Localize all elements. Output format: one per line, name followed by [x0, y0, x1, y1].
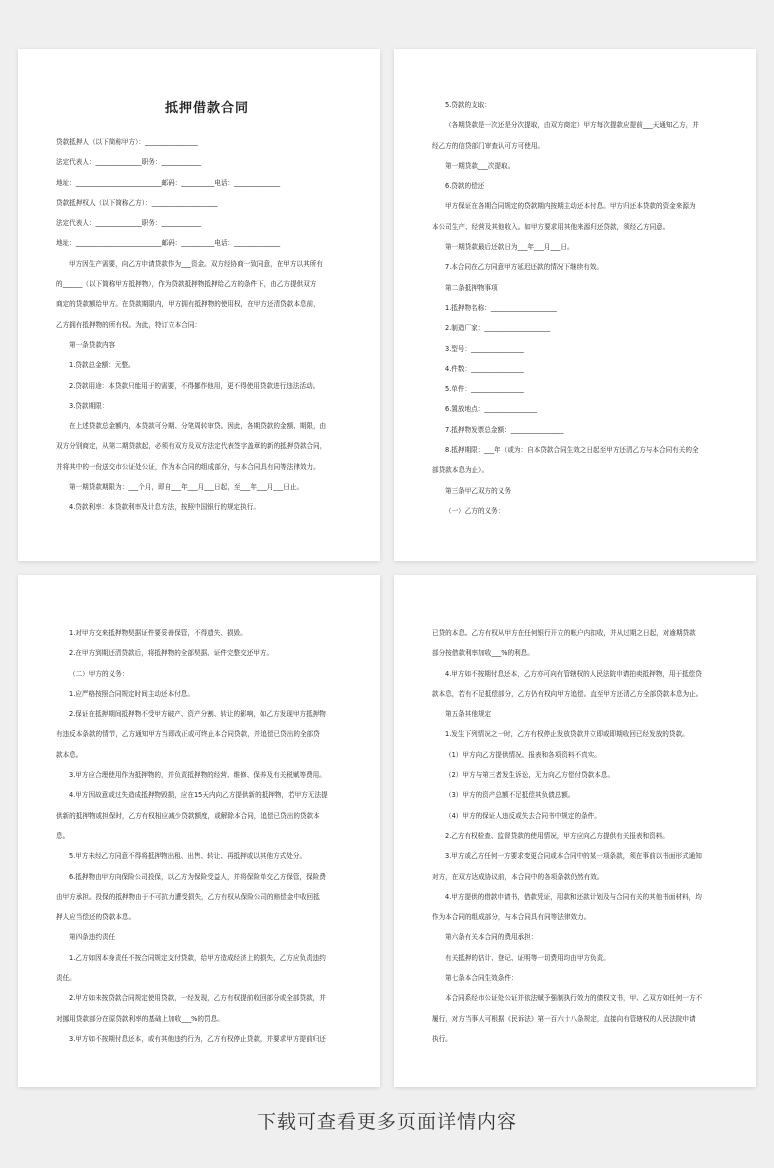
paragraph-line: 部贷款本息为止）。 [432, 466, 489, 475]
paragraph-line: （3）甲方的资产总额不足抵偿其负债总额。 [445, 791, 575, 800]
paragraph-line: 责任。 [56, 974, 76, 983]
paragraph-line: 4.甲方如不按期付息还本，乙方亦可向有管辖权的人民法院申请拍卖抵押物，用于抵偿贷 [445, 669, 702, 678]
paragraph-line: 款本息，若有不足抵偿部分，乙方仍有权向甲方追偿。直至甲方还清乙方全部贷款本息为止。 [432, 689, 703, 698]
paragraph-line: 2.乙方有权检查、监督贷款的使用情况，甲方应向乙方提供有关报表和资料。 [445, 831, 669, 840]
paragraph-line: 本公司生产、经营及其他收入。如甲方要求用其他来源归还贷款，须经乙方同意。 [432, 222, 670, 231]
paragraph-line: 6.置放地点：________________ [445, 405, 538, 414]
paragraph-line: （一）乙方的义务： [445, 506, 505, 515]
paragraph-line: 作为本合同的组成部分，与本合同具有同等法律效力。 [432, 913, 591, 922]
paragraph-line: 的______（以下简称甲方抵押物），作为贷款抵押物抵押给乙方的条件下，由乙方提供双方 [56, 280, 317, 289]
paragraph-line: 6.抵押物由甲方向保险公司投保，以乙方为保险受益人，并将保险单交乙方保管，保险费 [69, 872, 326, 881]
paragraph-line: 5.贷款的支取： [445, 101, 491, 109]
paragraph-line: 有违反本条款的情节，乙方通知甲方当即改正或可终止本合同贷款，并追偿已贷出的全部贷 [56, 730, 320, 739]
paragraph-line: 1.乙方如因本身责任不按合同规定支付贷款，给甲方造成经济上的损失，乙方应负责违约 [69, 953, 326, 962]
page-2-text [432, 95, 734, 521]
paragraph-line: 地址：__________________________邮码：__________电话：______________ [56, 178, 281, 187]
paragraph-line: （2）甲方与第三者发生诉讼，无力向乙方偿付贷款本息。 [445, 771, 615, 780]
paragraph-line: 经乙方的信贷部门审查认可方可使用。 [432, 141, 545, 150]
paragraph-line: 法定代表人：______________职务：____________ [56, 219, 202, 228]
paragraph-line: 第五条其他规定 [445, 710, 492, 719]
document-page-4 [394, 575, 756, 1087]
document-title: 抵押借款合同 [164, 101, 249, 116]
paragraph-line: （4）甲方的保证人违反或失去合同书中规定的条件。 [445, 811, 601, 820]
paragraph-line: 第四条违约责任 [69, 933, 116, 942]
paragraph-line: 2.贷款用途：本贷款只能用于的需要，不得挪作他用，更不得使用贷款进行违法活动。 [69, 381, 320, 390]
paragraph-line: 息。 [56, 831, 70, 840]
paragraph-line: 3.甲方如不按期付息还本，或有其他违约行为，乙方有权停止贷款，并要求甲方提前归还 [69, 1034, 326, 1043]
download-more-caption[interactable]: 下载可查看更多页面详情内容 [256, 1111, 517, 1133]
paragraph-line: 4.甲方提供的借款申请书，借款凭证，用款和还款计划及与合同有关的其他书面材料，均 [445, 892, 702, 901]
page-3-text [56, 623, 358, 1049]
paragraph-line: 第三条甲乙双方的义务 [445, 486, 511, 495]
page-1-text [56, 132, 358, 518]
paragraph-line: 押人应当偿还的贷款本息。 [56, 913, 136, 922]
paragraph-line: 有关抵押的估计、登记、证明等一切费用均由甲方负责。 [445, 953, 610, 962]
paragraph-line: 商定的贷款额给甲方。在贷款期限内，甲方拥有抵押物的使用权，在甲方还清贷款本息前， [56, 300, 320, 309]
paragraph-line: 地址：__________________________邮码：__________电话：______________ [56, 239, 281, 248]
paragraph-line: 在上述贷款总金额内，本贷款可分期、分笔周转审贷。因此，各期贷款的金额、期限，由 [69, 422, 327, 431]
document-page-2 [394, 49, 756, 561]
paragraph-line: 由甲方承担。投保的抵押物由于不可抗力遭受损失，乙方有权从保险公司的赔偿金中收回抵 [56, 892, 320, 901]
paragraph-line: 3.甲方或乙方任何一方要求变更合同或本合同中的某一项条款，须在事前以书面形式通知 [445, 852, 702, 861]
paragraph-line: 本合同系经市公证处公证并依法赋予强制执行效力的债权文书，甲、乙双方如任何一方不 [445, 994, 703, 1003]
paragraph-line: 4.贷款利率：本贷款利率及计息方法，按照中国银行的规定执行。 [69, 503, 260, 512]
paragraph-line: 1.抵押物名称：____________________ [445, 303, 557, 312]
paragraph-line: 5.单件：________________ [445, 385, 524, 394]
paragraph-line: 第六条有关本合同的费用承担： [445, 933, 538, 942]
paragraph-line: 6.贷款的偿还 [445, 182, 485, 191]
paragraph-line: 4.件数：________________ [445, 364, 524, 373]
paragraph-line: （各期贷款是一次还是分次提取，由双方商定）甲方每次提款应提前___天通知乙方，并 [445, 121, 699, 130]
paragraph-line: 1.应严格按照合同规定时间主动还本付息。 [69, 689, 194, 698]
paragraph-line: 第一期贷款___次提取。 [445, 161, 515, 170]
paragraph-line: 7.抵押物发票总金额：________________ [445, 425, 564, 434]
paragraph-line: 双方分别商定，从第二期贷款起，必须有双方及双方法定代表签字盖章的新的抵押贷款合同， [56, 442, 327, 451]
paragraph-line: 第一期贷款最后还款日为___年___月___日。 [445, 243, 574, 252]
paragraph-line: 1.对甲方交来抵押物契据证件要妥善保管，不得遗失、损毁。 [69, 629, 247, 637]
paragraph-line: 已贷的本息。乙方有权从甲方在任何银行开立的帐户内扣收，并从过期之日起，对逾期贷款 [432, 629, 696, 637]
paragraph-line: 2.制造厂家：____________________ [445, 324, 551, 333]
paragraph-line: 第二条抵押物事项 [445, 283, 498, 292]
paragraph-line: 5.甲方未经乙方同意不得将抵押物出租、出售、转让、再抵押或以其他方式处分。 [69, 852, 307, 861]
page-4-text [432, 623, 734, 1049]
paragraph-line: 2.保证在抵押期间抵押物不受甲方破产、资产分割、转让的影响，如乙方发现甲方抵押物 [69, 710, 326, 719]
paragraph-line: 部分按借款利率加收___%的利息。 [432, 649, 534, 658]
paragraph-line: 执行。 [432, 1034, 452, 1043]
paragraph-line: （二）甲方的义务： [69, 669, 129, 678]
paragraph-line: 法定代表人：______________职务：____________ [56, 158, 202, 167]
paragraph-line: 1.发生下列情况之一时，乙方有权停止发放贷款并立即或即期收回已经发放的贷款。 [445, 730, 689, 739]
paragraph-line: 第一期贷款期限为：___个月，即自___年___月___日起，至___年___月___日止。 [69, 483, 304, 492]
paragraph-line: 贷款抵押人（以下简称甲方）：________________ [56, 138, 198, 146]
paragraph-line: 3.型号：________________ [445, 344, 524, 353]
paragraph-line: 1.贷款总金额：元整。 [69, 361, 135, 370]
paragraph-line: 3.甲方应合理使用作为抵押物的，并负责抵押物的经营、维修、保养及有关税赋等费用。 [69, 771, 326, 780]
paragraph-line: （1）甲方向乙方提供情况、报表和各项资料不真实。 [445, 750, 601, 759]
paragraph-line: 并将其中的一份送交市公证处公证，作为本合同的组成部分，与本合同具有同等法律效力。 [56, 462, 320, 471]
paragraph-line: 2.在甲方到期还清贷款后，将抵押物的全部契据、证件完整交还甲方。 [69, 649, 274, 658]
paragraph-line: 第七条本合同生效条件： [445, 974, 518, 983]
paragraph-line: 第一条贷款内容 [69, 340, 116, 349]
paragraph-line: 甲方因生产需要，向乙方申请贷款作为___资金。双方经协商一致同意，在甲方以其所有 [69, 259, 323, 268]
paragraph-line: 对方，在双方达成协议前，本合同中的各项条款仍然有效。 [432, 872, 604, 881]
paragraph-line: 供新的抵押物或担保时，乙方有权相应减少贷款额度，或解除本合同，追偿已贷出的贷款本 [56, 811, 320, 820]
paragraph-line: 7.本合同在乙方同意甲方延迟还款的情况下继续有效。 [445, 263, 603, 272]
paragraph-line: 8.抵押期限：___年（或为：自本贷款合同生效之日起至甲方还清乙方与本合同有关的全 [445, 446, 699, 455]
document-page-3 [18, 575, 380, 1087]
paragraph-line: 款本息。 [56, 750, 83, 759]
paragraph-line: 3.贷款期限： [69, 401, 109, 410]
paragraph-line: 履行，对方当事人可根据《民诉法》第一百六十八条规定，直接向有管辖权的人民法院申请 [432, 1014, 696, 1023]
paragraph-line: 乙方拥有抵押物的所有权。为此，特订立本合同： [56, 320, 202, 329]
document-page-1 [18, 49, 380, 561]
paragraph-line: 2.甲方如未按贷款合同规定使用贷款，一经发现，乙方有权提前收回部分或全部贷款，并 [69, 994, 326, 1003]
paragraph-line: 对挪用贷款部分在原贷款利率的基础上加收___%的罚息。 [56, 1014, 224, 1023]
paragraph-line: 甲方保证在各期合同规定的贷款期内按期主动还本付息。甲方归还本贷款的资金来源为 [445, 202, 696, 211]
paragraph-line: 贷款抵押权人（以下简称乙方）：____________________ [56, 198, 218, 207]
paragraph-line: 4.甲方因故意或过失造成抵押物毁损，应在15天内向乙方提供新的抵押物，若甲方无法提 [69, 791, 328, 800]
